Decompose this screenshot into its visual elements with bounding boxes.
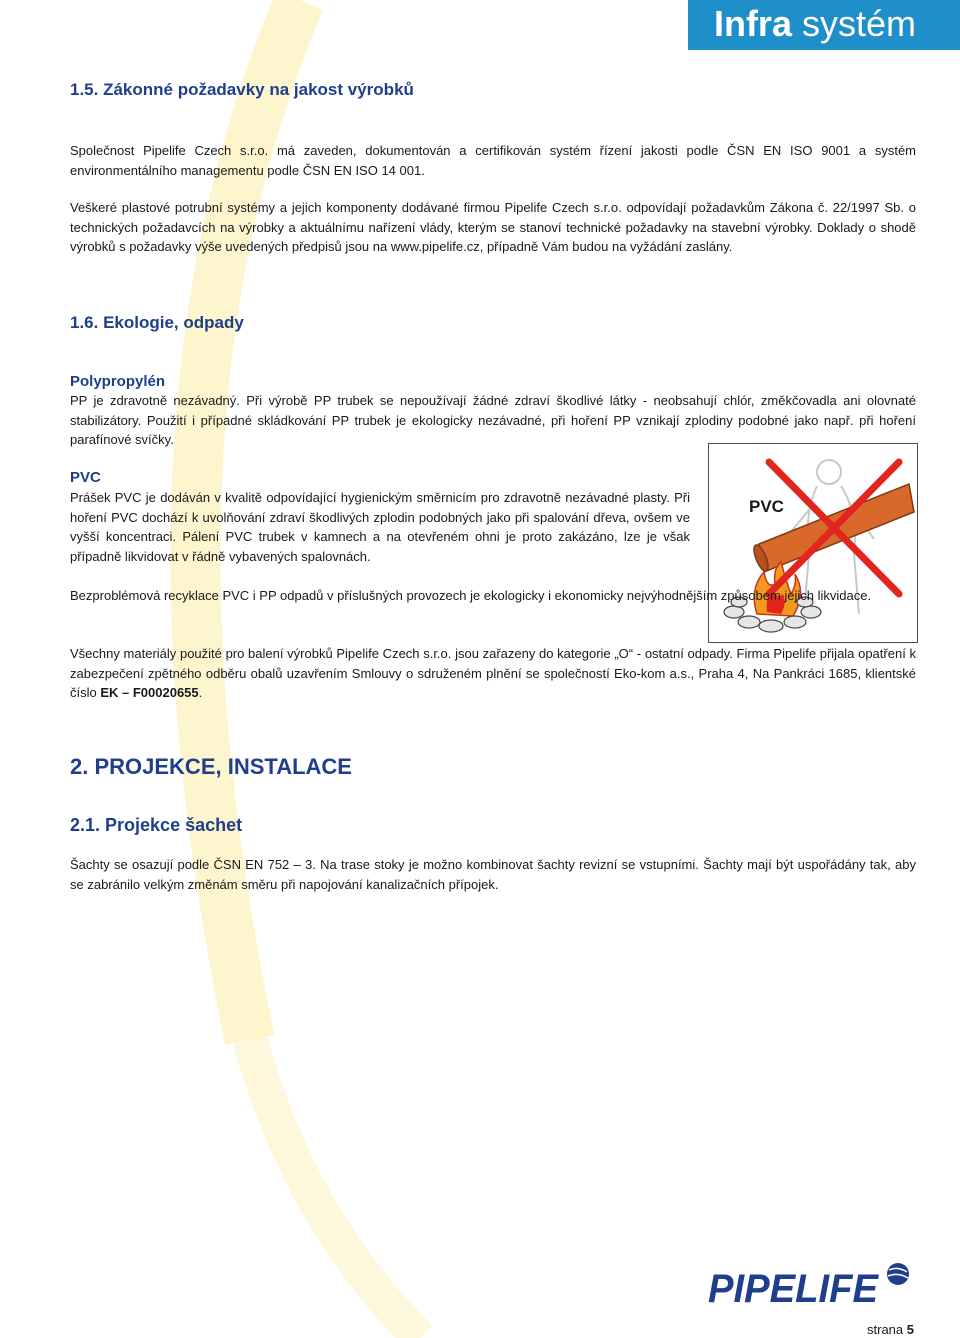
header-brand-bar <box>688 0 960 50</box>
section-2-title: 2. PROJEKCE, INSTALACE <box>70 754 352 779</box>
polypropylene-heading: Polypropylén <box>70 373 166 390</box>
logo-ball-icon <box>887 1263 909 1285</box>
client-number: EK – F00020655 <box>100 685 199 700</box>
brand-bold: Infra <box>713 3 792 44</box>
page-label: strana <box>867 1322 904 1337</box>
packaging-paragraph <box>70 644 916 703</box>
section-2-1-title: 2.1. Projekce šachet <box>70 815 243 835</box>
pvc-paragraph: Prášek PVC je dodáván v kvalitě odpovídající hygienickým směrnicím pro zdravotně nezávadné plasty. Při hoření PVC dochází k uvolňování zdraví škodlivých zplodin podobných jako při spalování dřeva, ovšem ve vyšší koncentraci. Pálení PVC trubek v kamnech a na otevřeném ohni je proto zakázáno, lze je však případně likvidovat v řádně vybavených spalovnách. <box>70 490 690 564</box>
logo-text: PIPELIFE <box>708 1267 880 1310</box>
section-1-6-title: 1.6. Ekologie, odpady <box>70 313 244 332</box>
pipelife-logo <box>708 1262 918 1310</box>
page-number-value: 5 <box>906 1322 914 1337</box>
pvc-heading: PVC <box>70 469 101 486</box>
pvc-burning-illustration <box>709 444 916 641</box>
brand-light: systém <box>801 3 916 44</box>
brand-title <box>714 4 916 44</box>
packaging-text: Všechny materiály použité pro balení výrobků Pipelife Czech s.r.o. jsou zařazeny do kategorie „O“ - ostatní odpady. Firma Pipelife přijala opatření k zabezpečení zpětného odběru obalů uzavřením Smlouvy o sdruženém plnění se společností Eko-kom a.s., Praha 4, Na Pankráci 1685, klientské číslo <box>70 646 916 700</box>
polypropylene-paragraph: PP je zdravotně nezávadný. Při výrobě PP trubek se nepoužívají žádné zdraví škodlivé látky - neobsahují chlór, změkčovadla ani olovnaté stabilizátory. Použití i případné skládkování PP trubek je ekologicky nezávadné, při hoření PP vznikají zplodiny podobné jako např. při hoření parafínové svíčky. <box>70 393 916 447</box>
page-number <box>867 1322 914 1337</box>
pvc-burning-prohibited-figure <box>708 443 918 643</box>
shafts-paragraph: Šachty se osazují podle ČSN EN 752 – 3. Na trase stoky je možno kombinovat šachty revizní se vstupními. Šachty mají být uspořádány tak, aby se zabránilo velkým změnám směru při napojování kanalizačních přípojek. <box>70 857 916 892</box>
law-paragraph: Veškeré plastové potrubní systémy a jejich komponenty dodávané firmou Pipelife Czech s.r.o. odpovídají požadavkům Zákona č. 22/1997 Sb. o technických požadavcích na výrobky a aktuálnímu nařízení vlády, kterým se stanoví technické požadavky na stavební výrobky. Doklady o shodě výrobků s požadavky výše uvedených předpisů jsou na www.pipelife.cz, případně Vám budou na vyžádání zaslány. <box>70 200 916 254</box>
recycling-paragraph: Bezproblémová recyklace PVC i PP odpadů v příslušných provozech je ekologicky i ekonomicky nejvýhodnějším způsobem jejich likvidace. <box>70 588 872 603</box>
packaging-end: . <box>198 685 203 700</box>
iso-paragraph: Společnost Pipelife Czech s.r.o. má zaveden, dokumentován a certifikován systém řízení jakosti podle ČSN EN ISO 9001 a systém environmentálního managementu podle ČSN EN ISO 14 001. <box>70 143 916 178</box>
pvc-label: PVC <box>749 497 784 516</box>
section-1-5-title: 1.5. Zákonné požadavky na jakost výrobků <box>70 80 414 99</box>
